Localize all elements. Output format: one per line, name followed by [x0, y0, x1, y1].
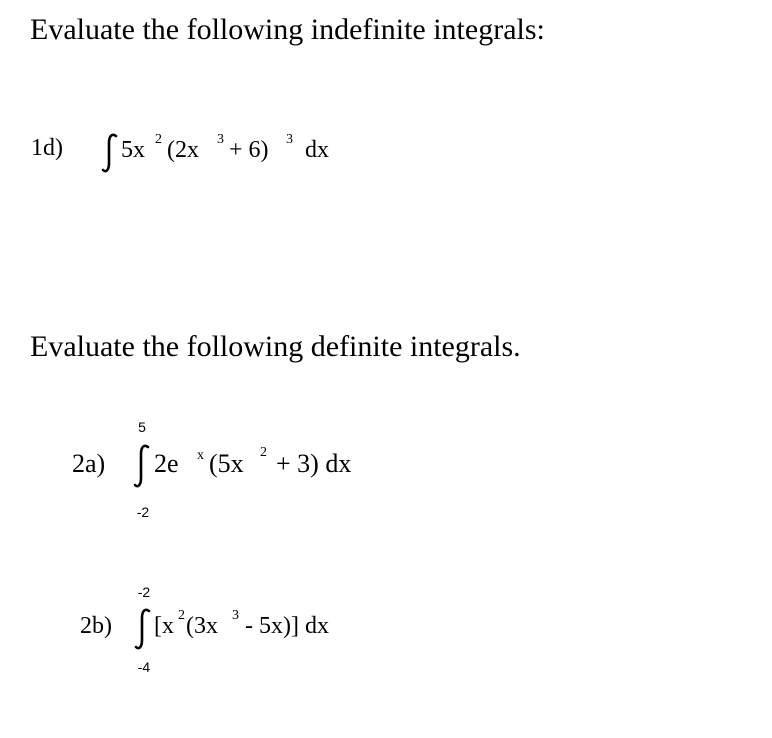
indefinite-integrals-heading: Evaluate the following indefinite integrals: [30, 13, 545, 46]
outer-exponent-3: 3 [286, 132, 293, 147]
exponent-3: 3 [232, 608, 239, 623]
term-plus-6-close: + 6) [229, 137, 269, 163]
exponent-x: x [197, 448, 204, 463]
exponent-2: 2 [178, 608, 185, 623]
term-open-bracket-x: [x [154, 613, 174, 639]
term-open-2x: (2x [167, 137, 199, 163]
lower-limit: -4 [137, 659, 151, 675]
term-plus-3-dx: + 3) dx [276, 449, 352, 478]
term-5x: 5x [121, 137, 145, 163]
problem-1d-label: 1d) [31, 135, 63, 161]
upper-limit: -2 [137, 584, 151, 600]
problem-2a-label: 2a) [72, 449, 106, 478]
integral-sign-icon [134, 444, 150, 488]
integral-sign-icon [135, 608, 151, 650]
term-open-5x: (5x [209, 449, 244, 478]
term-open-3x: (3x [186, 613, 218, 639]
integral-sign-icon [102, 133, 118, 173]
term-2e: 2e [154, 449, 179, 478]
definite-integrals-heading: Evaluate the following definite integrals. [30, 330, 521, 363]
exponent-2: 2 [155, 132, 162, 147]
exponent-3: 3 [217, 132, 224, 147]
term-dx: dx [305, 137, 329, 163]
problem-2b-label: 2b) [80, 613, 112, 639]
term-minus-5x-dx: - 5x)] dx [245, 613, 329, 639]
lower-limit: -2 [136, 504, 150, 520]
exponent-2: 2 [260, 445, 267, 460]
upper-limit: 5 [138, 419, 146, 435]
